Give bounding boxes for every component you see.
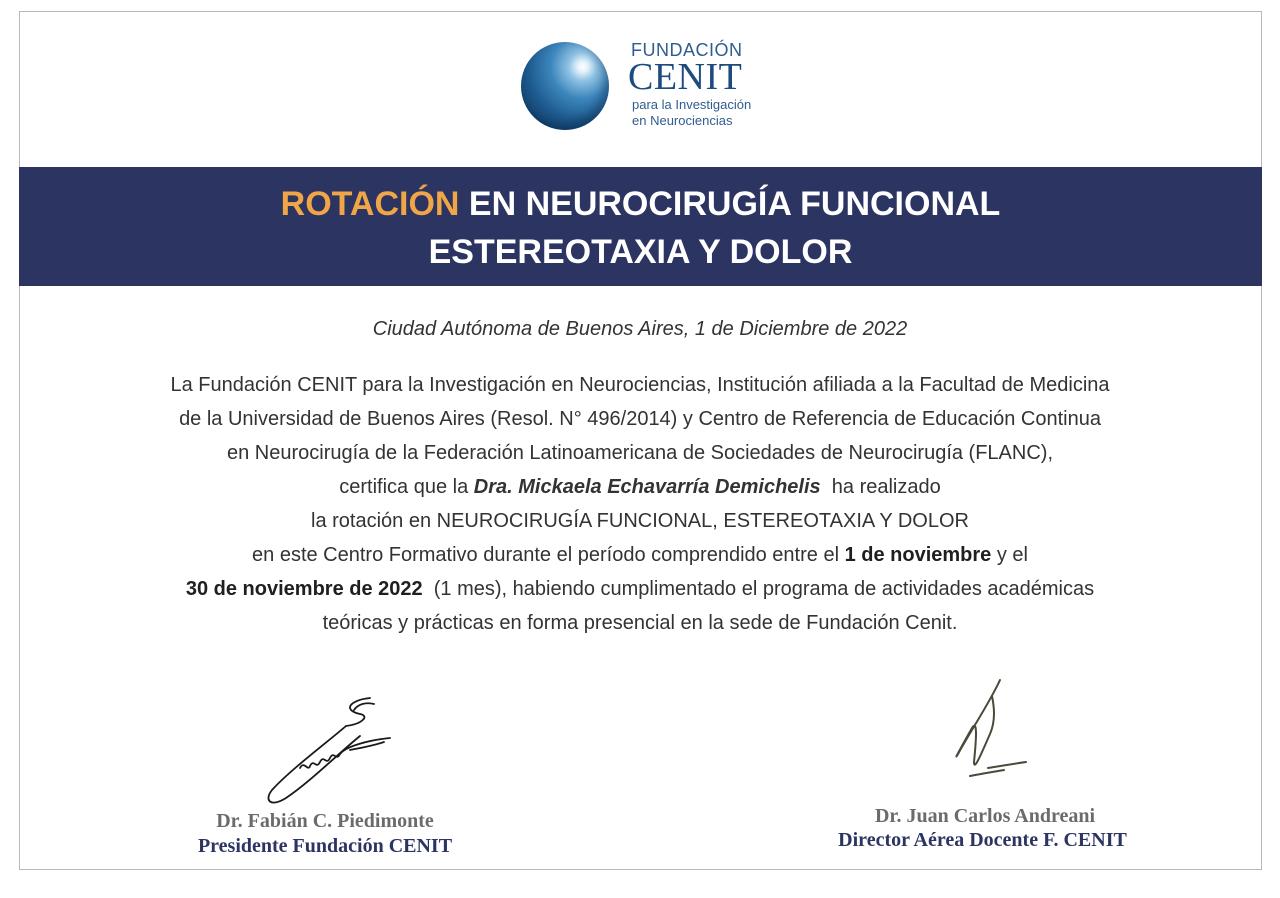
- body-line-4-pre: certifica que la: [339, 476, 474, 498]
- logo-line-3: para la Investigación: [632, 97, 752, 112]
- body-line-4-post: ha realizado: [820, 476, 941, 498]
- left-signer-name: Dr. Fabián C. Piedimonte: [216, 810, 434, 832]
- left-signer-role: Presidente Fundación CENIT: [197, 835, 453, 857]
- certificate-body: [60, 368, 1220, 640]
- body-line-1: La Fundación CENIT para la Investigación en Neurociencias, Institución afiliada a la Facultad de Medicina: [170, 374, 1110, 396]
- banner-title-accent: ROTACIÓN: [280, 185, 460, 223]
- start-date: 1 de noviembre: [844, 544, 992, 566]
- title-banner: [19, 167, 1262, 286]
- body-line-7-post: (1 mes), habiendo cumplimentado el programa de actividades académicas: [422, 578, 1095, 600]
- right-signer-role: Director Aérea Docente F. CENIT: [838, 829, 1127, 851]
- logo-sphere-icon: [521, 42, 609, 130]
- body-line-3: en Neurocirugía de la Federación Latinoamericana de Sociedades de Neurocirugía (FLANC),: [226, 442, 1053, 464]
- banner-title-rest: EN NEUROCIRUGÍA FUNCIONAL: [459, 185, 1001, 223]
- right-signature-icon: [930, 672, 1040, 792]
- logo-line-4: en Neurociencias: [632, 113, 733, 128]
- banner-title-line-2: ESTEREOTAXIA Y DOLOR: [428, 233, 853, 271]
- body-line-2: de la Universidad de Buenos Aires (Resol. N° 496/2014) y Centro de Referencia de Educación Continua: [179, 408, 1101, 430]
- body-line-6-post: y el: [991, 544, 1028, 566]
- body-line-7: [60, 572, 1220, 606]
- left-signature-icon: [250, 690, 410, 810]
- logo-line-1: FUNDACIÓN: [631, 40, 743, 60]
- body-line-4: [60, 470, 1220, 504]
- body-line-5: la rotación en NEUROCIRUGÍA FUNCIONAL, ESTEREOTAXIA Y DOLOR: [311, 510, 969, 532]
- recipient-name: Dra. Mickaela Echavarría Demichelis: [473, 476, 821, 498]
- body-line-8: teóricas y prácticas en forma presencial en la sede de Fundación Cenit.: [322, 612, 958, 634]
- place-and-date: Ciudad Autónoma de Buenos Aires, 1 de Diciembre de 2022: [372, 318, 908, 340]
- body-line-6: [60, 538, 1220, 572]
- right-signer-name: Dr. Juan Carlos Andreani: [874, 805, 1096, 827]
- end-date: 30 de noviembre de 2022: [185, 578, 423, 600]
- logo-line-2: CENIT: [628, 56, 743, 98]
- fundacion-cenit-logo: [521, 38, 761, 138]
- banner-title-line-1: [19, 184, 1262, 224]
- body-line-6-pre: en este Centro Formativo durante el período comprendido entre el: [252, 544, 845, 566]
